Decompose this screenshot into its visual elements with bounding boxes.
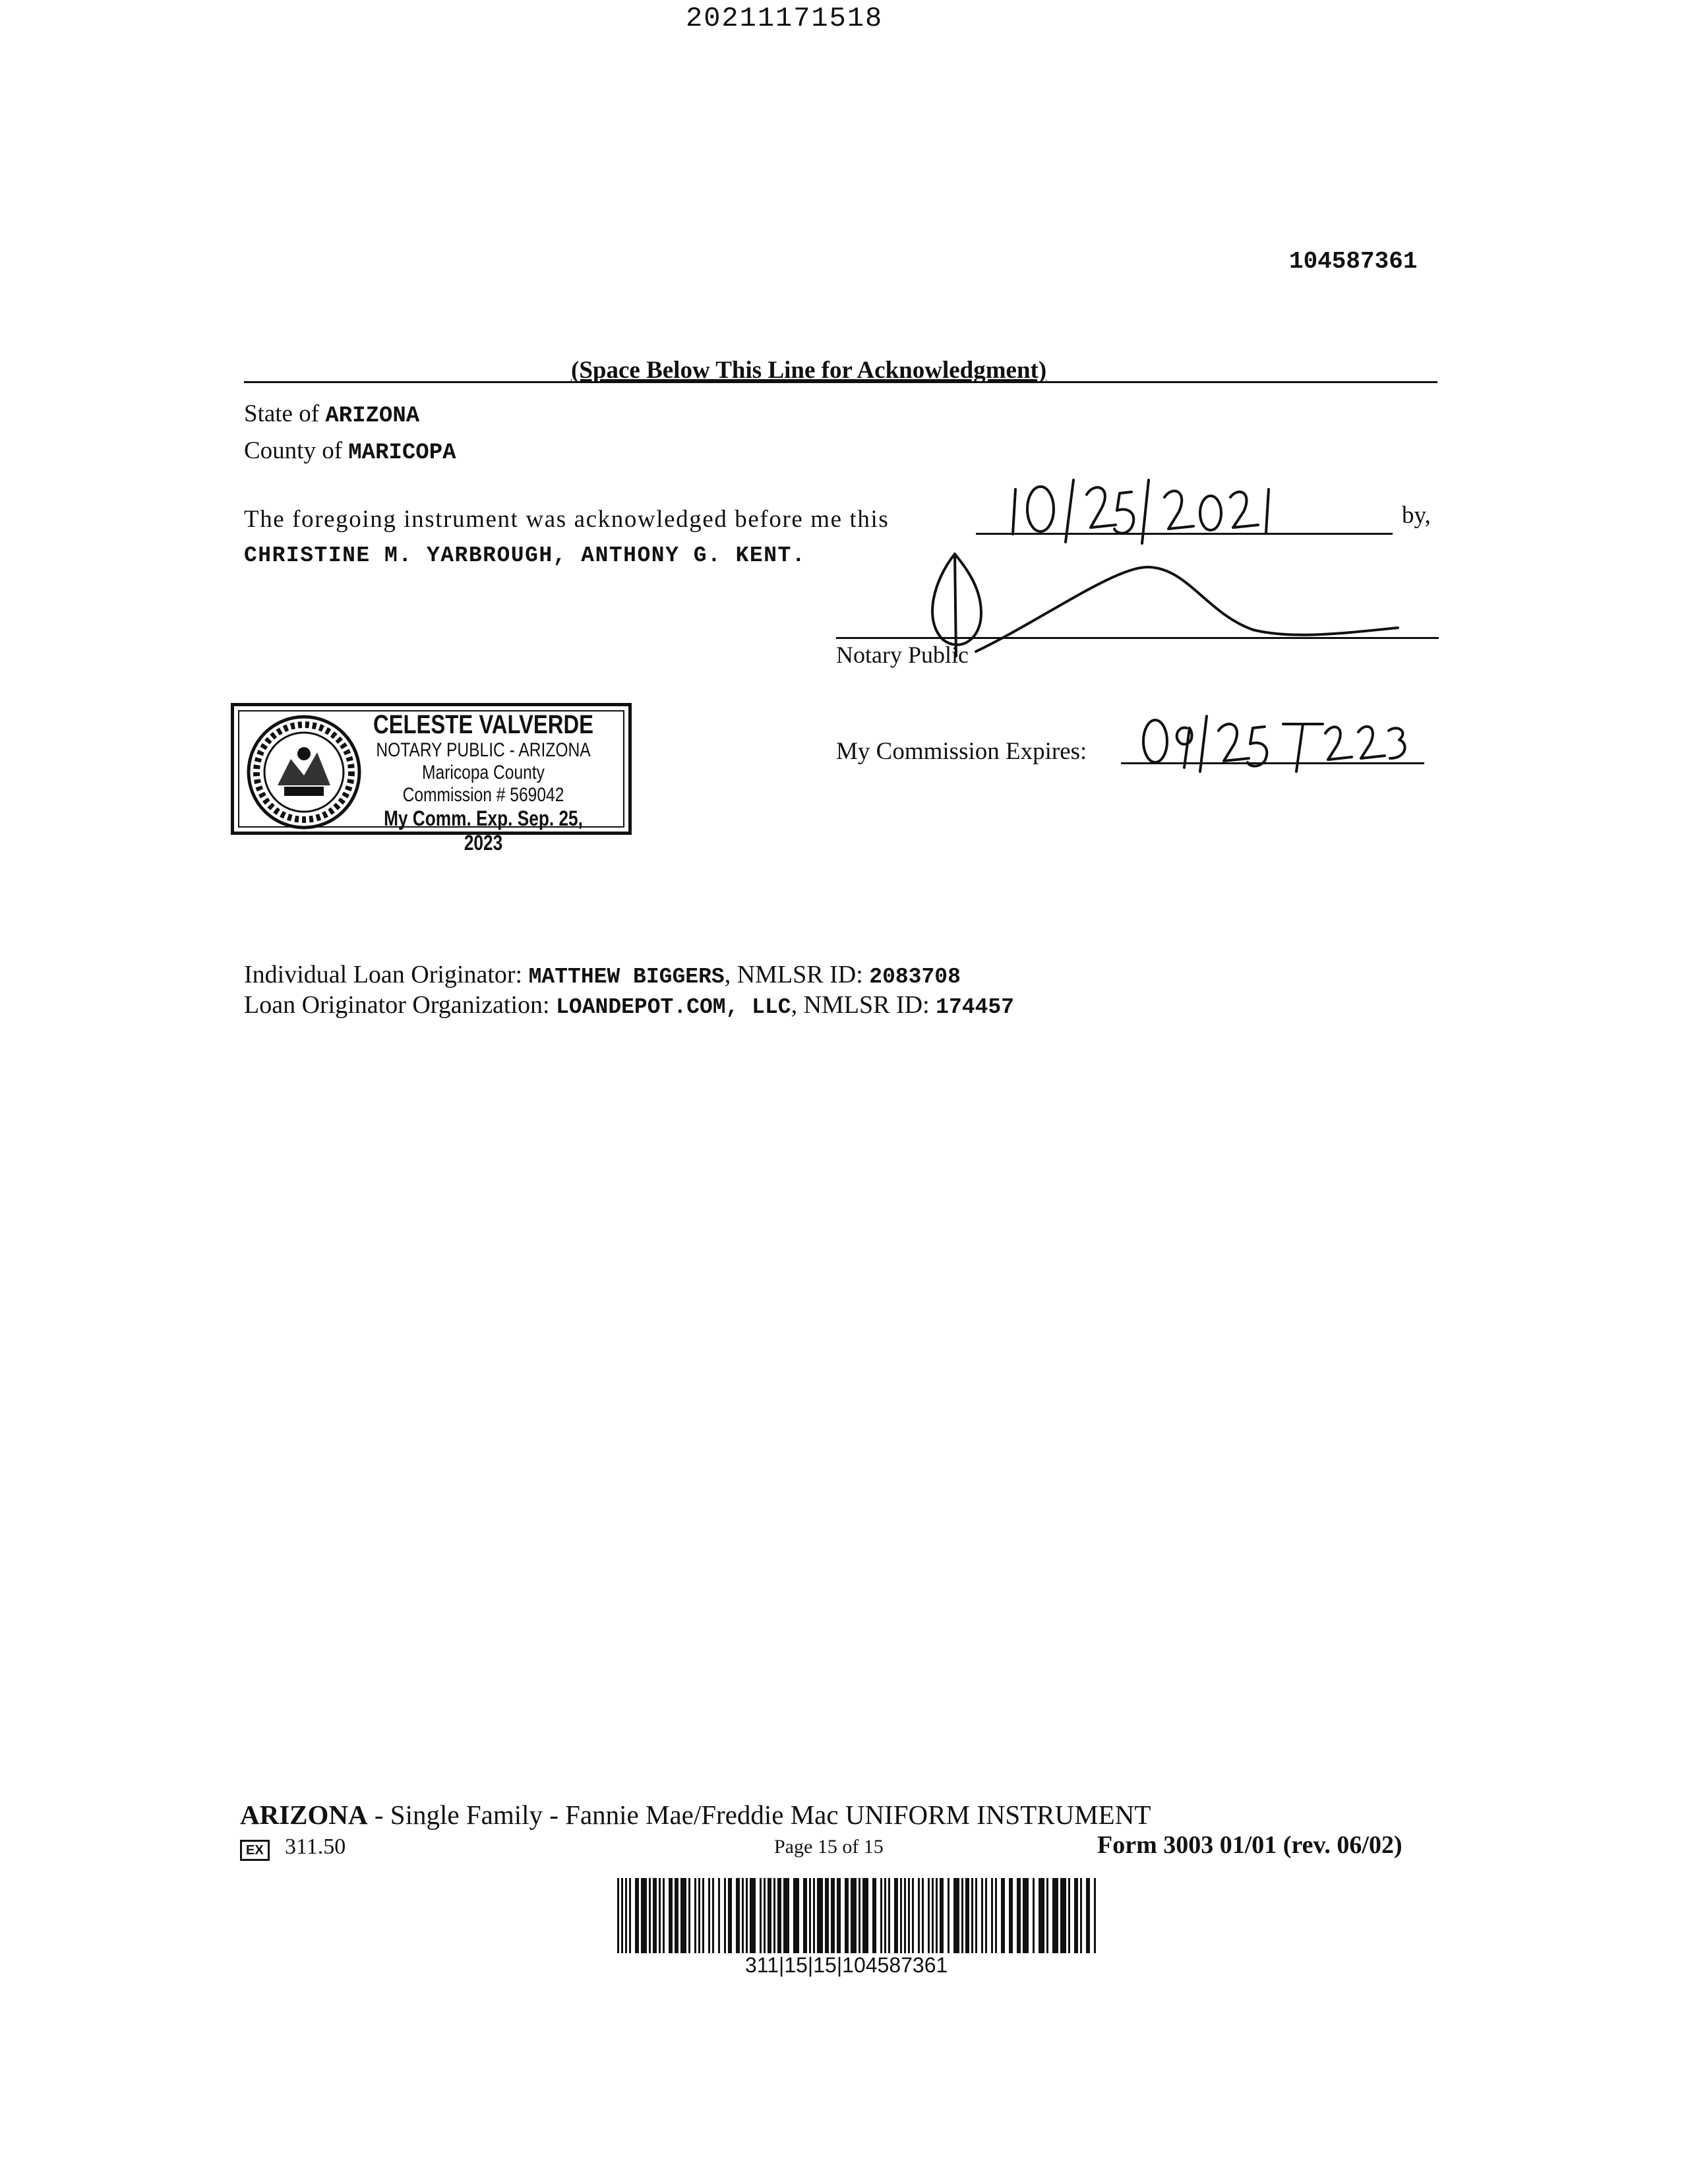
barcode-bar [912, 1878, 914, 1953]
barcode-bar [975, 1878, 977, 1953]
notary-stamp-title: NOTARY PUBLIC - ARIZONA [376, 739, 591, 761]
foregoing-text: The foregoing instrument was acknowledged before me this [244, 506, 889, 533]
barcode-bar [908, 1878, 910, 1953]
barcode-bar [746, 1878, 748, 1953]
barcode-bar [669, 1878, 673, 1953]
org-id-label: , NMLSR ID: [791, 991, 930, 1019]
commission-expires-label: My Commission Expires: [836, 738, 1087, 765]
county-line [244, 437, 456, 466]
barcode-bar [894, 1878, 898, 1953]
barcode-bar [1086, 1878, 1090, 1953]
notary-stamp-expires: My Comm. Exp. Sep. 25, 2023 [384, 806, 583, 855]
barcode-bar [928, 1878, 930, 1953]
handwritten-acknowledgment-date [1002, 475, 1279, 547]
barcode-bar [760, 1878, 762, 1953]
barcode-bar [872, 1878, 876, 1953]
form-title [240, 1799, 1151, 1831]
barcode-bar [971, 1878, 973, 1953]
state-label: State of [244, 400, 320, 427]
barcode-bar [1060, 1878, 1066, 1953]
barcode-bar [641, 1878, 647, 1953]
org-label: Loan Originator Organization: [244, 991, 550, 1019]
barcode [617, 1878, 1099, 1953]
barcode-bar [617, 1878, 619, 1953]
county-value: MARICOPA [348, 440, 456, 466]
barcode-bar [688, 1878, 690, 1953]
notary-stamp-commission: Commission # 569042 [402, 784, 564, 806]
barcode-bar [708, 1878, 710, 1953]
barcode-bar [1009, 1878, 1013, 1953]
barcode-bar [712, 1878, 714, 1953]
barcode-bar [649, 1878, 651, 1953]
notary-stamp [231, 703, 632, 855]
barcode-bar [663, 1878, 665, 1953]
acknowledgment-heading: (Space Below This Line for Acknowledgment) [571, 357, 1047, 384]
barcode-bar [698, 1878, 700, 1953]
barcode-bar [981, 1878, 983, 1953]
barcode-bar [1046, 1878, 1048, 1953]
barcode-bar [793, 1878, 799, 1953]
barcode-bar [680, 1878, 686, 1953]
barcode-bar [1052, 1878, 1058, 1953]
barcode-text: 311|15|15|104587361 [745, 1953, 948, 1977]
barcode-bar [1074, 1878, 1078, 1953]
barcode-bar [837, 1878, 841, 1953]
individual-originator-id: 2083708 [869, 965, 961, 989]
notary-stamp-name: CELESTE VALVERDE [373, 710, 594, 739]
state-line [244, 400, 419, 429]
barcode-bar [675, 1878, 678, 1953]
barcode-bar [694, 1878, 696, 1953]
barcode-bar [724, 1878, 726, 1953]
barcode-bar [932, 1878, 934, 1953]
barcode-bar [750, 1878, 756, 1953]
barcode-bar [635, 1878, 639, 1953]
form-title-rest: - Single Family - Fannie Mae/Freddie Mac UNIFORM INSTRUMENT [367, 1800, 1151, 1830]
barcode-bar [742, 1878, 744, 1953]
county-label: County of [244, 437, 343, 464]
barcode-bar [736, 1878, 740, 1953]
barcode-bar [813, 1878, 815, 1953]
notary-signature-line [836, 637, 1439, 639]
barcode-bar [918, 1878, 920, 1953]
barcode-bar [803, 1878, 807, 1953]
barcode-bar [659, 1878, 661, 1953]
org-name: LOANDEPOT.COM, LLC [556, 995, 791, 1019]
barcode-bar [936, 1878, 938, 1953]
barcode-bar [817, 1878, 823, 1953]
barcode-bar [1039, 1878, 1044, 1953]
barcode-bar [851, 1878, 857, 1953]
barcode-bar [845, 1878, 849, 1953]
barcode-bar [702, 1878, 704, 1953]
barcode-bar [961, 1878, 963, 1953]
barcode-bar [940, 1878, 944, 1953]
barcode-bar [783, 1878, 789, 1953]
barcode-bar [965, 1878, 969, 1953]
individual-loan-originator [244, 960, 961, 989]
barcode-bar [768, 1878, 771, 1953]
arizona-state-seal [245, 713, 363, 832]
page-indicator: Page 15 of 15 [774, 1836, 884, 1858]
signers: CHRISTINE M. YARBROUGH, ANTHONY G. KENT. [244, 543, 806, 568]
form-code: 311.50 [285, 1835, 346, 1859]
barcode-bar [831, 1878, 835, 1953]
barcode-bar [859, 1878, 860, 1953]
barcode-bar [653, 1878, 657, 1953]
barcode-bar [1094, 1878, 1096, 1953]
ex-badge: EX [240, 1840, 270, 1861]
barcode-bar [1023, 1878, 1029, 1953]
barcode-bar [629, 1878, 631, 1953]
individual-id-label: , NMLSR ID: [724, 961, 863, 988]
barcode-bar [764, 1878, 766, 1953]
barcode-bar [922, 1878, 924, 1953]
barcode-bar [948, 1878, 950, 1953]
loan-originator-organization [244, 990, 1014, 1019]
notary-signature [897, 541, 1424, 666]
notary-public-label: Notary Public [836, 642, 969, 668]
individual-originator-label: Individual Loan Originator: [244, 961, 523, 988]
barcode-bar [900, 1878, 902, 1953]
barcode-bar [985, 1878, 987, 1953]
recording-number: 20211171518 [686, 3, 884, 34]
barcode-bar [884, 1878, 886, 1953]
individual-originator-name: MATTHEW BIGGERS [528, 965, 725, 989]
barcode-bar [825, 1878, 829, 1953]
barcode-bar [728, 1878, 732, 1953]
barcode-bar [621, 1878, 623, 1953]
barcode-bar [718, 1878, 720, 1953]
barcode-bar [809, 1878, 811, 1953]
form-title-state: ARIZONA [240, 1800, 368, 1830]
barcode-bar [777, 1878, 781, 1953]
barcode-bar [773, 1878, 775, 1953]
barcode-bar [995, 1878, 997, 1953]
barcode-bar [991, 1878, 993, 1953]
form-number: Form 3003 01/01 (rev. 06/02) [1097, 1831, 1402, 1859]
barcode-bar [1017, 1878, 1021, 1953]
handwritten-commission-date [1134, 710, 1411, 775]
barcode-bar [953, 1878, 959, 1953]
state-value: ARIZONA [325, 404, 420, 429]
org-id: 174457 [936, 995, 1014, 1019]
barcode-bar [625, 1878, 627, 1953]
barcode-bar [1001, 1878, 1005, 1953]
barcode-bar [862, 1878, 868, 1953]
barcode-bar [1068, 1878, 1070, 1953]
barcode-bar [1080, 1878, 1082, 1953]
barcode-bar [1033, 1878, 1035, 1953]
barcode-bar [904, 1878, 906, 1953]
loan-number: 104587361 [1289, 248, 1418, 275]
barcode-bar [888, 1878, 890, 1953]
barcode-bar [880, 1878, 882, 1953]
by-text: by, [1402, 502, 1431, 529]
notary-stamp-county: Maricopa County [422, 762, 545, 783]
